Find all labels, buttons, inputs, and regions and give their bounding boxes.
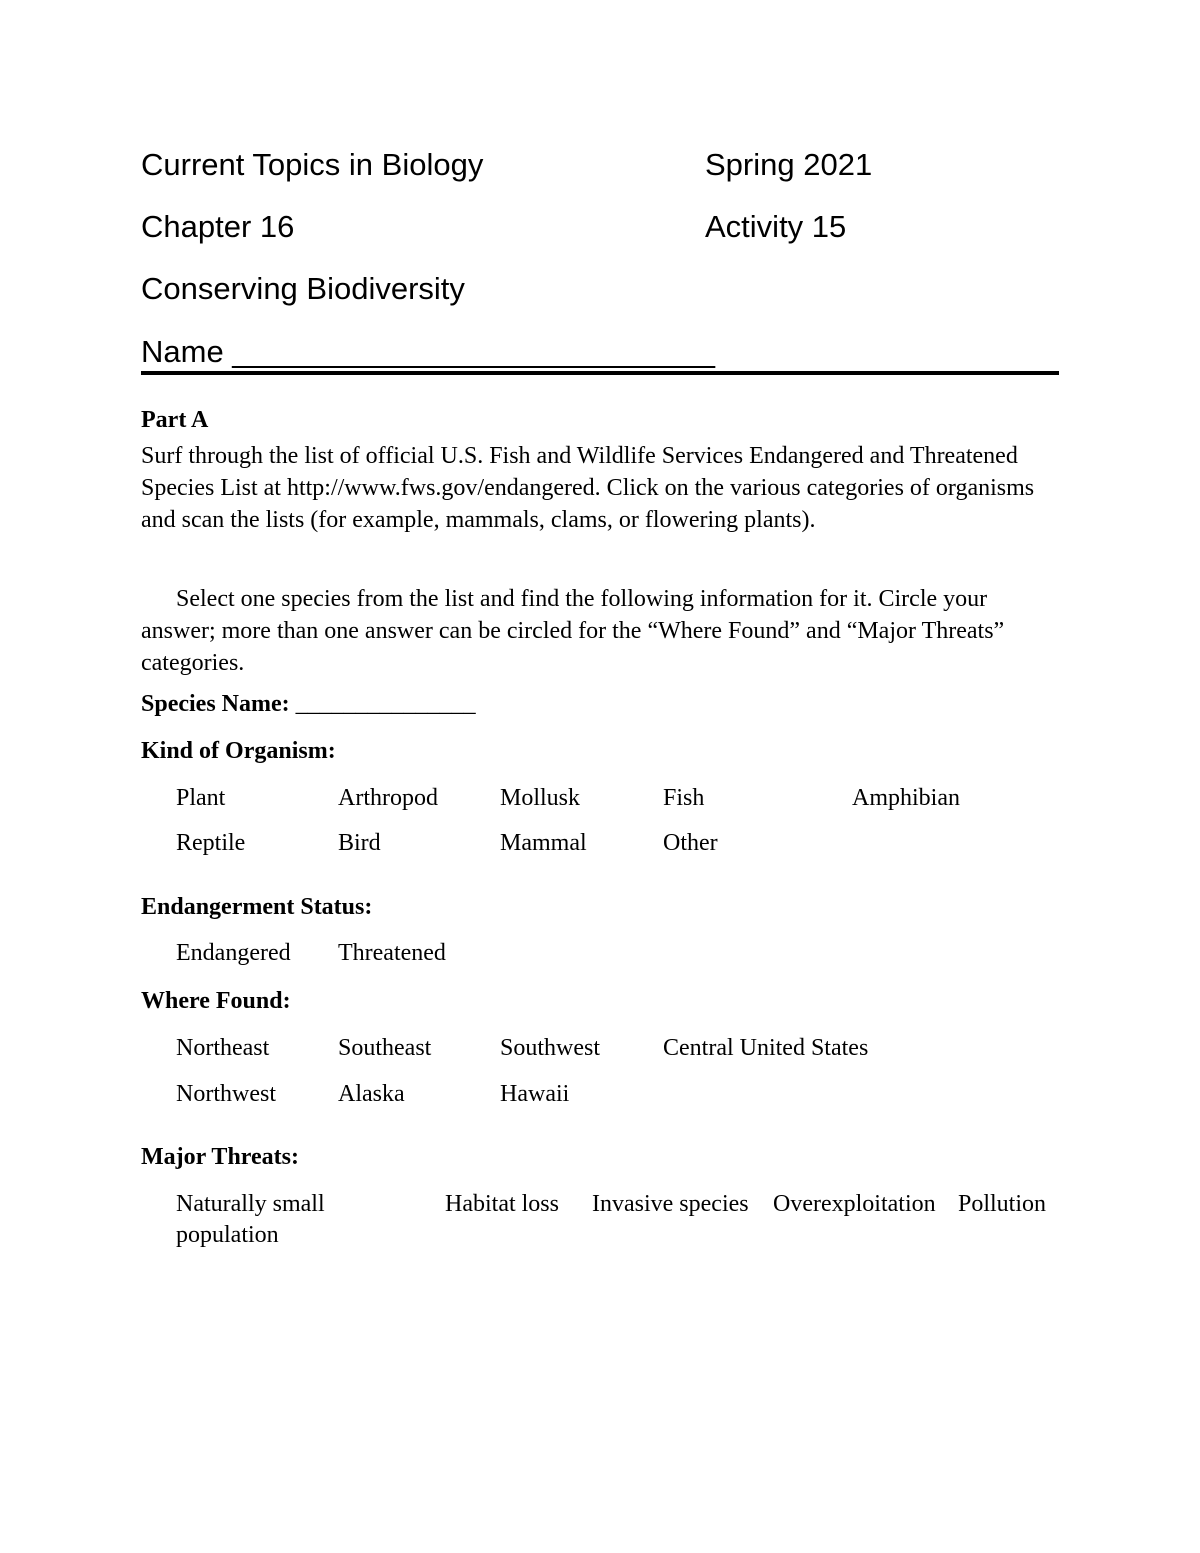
region-option[interactable]: Northwest [176, 1081, 276, 1107]
region-option[interactable]: Southwest [500, 1035, 601, 1061]
status-option[interactable]: Threatened [338, 940, 446, 966]
term: Spring 2021 [705, 147, 873, 182]
major-threats-label: Major Threats: [141, 1144, 299, 1170]
threat-option-line: Naturally small [176, 1191, 325, 1217]
organism-option[interactable]: Amphibian [852, 785, 960, 811]
threat-option[interactable] [176, 1189, 325, 1251]
species-name-label: Species Name: [141, 691, 290, 717]
part-a-heading: Part A [141, 407, 209, 433]
organism-option[interactable]: Other [663, 830, 718, 856]
threat-option-line: population [176, 1222, 279, 1249]
header-divider [141, 371, 1059, 375]
region-option[interactable]: Northeast [176, 1035, 270, 1061]
organism-option[interactable]: Mammal [500, 830, 587, 856]
organism-option[interactable]: Arthropod [338, 785, 438, 811]
status-option[interactable]: Endangered [176, 940, 291, 966]
threat-option[interactable]: Pollution [958, 1191, 1047, 1217]
activity-label: Activity 15 [705, 209, 847, 244]
chapter-label: Chapter 16 [141, 209, 295, 244]
organism-option[interactable]: Plant [176, 785, 226, 811]
organism-option[interactable]: Reptile [176, 830, 246, 856]
endangerment-status-label: Endangerment Status: [141, 894, 373, 920]
species-name-row [141, 689, 476, 720]
name-field[interactable]: Name ____________________________ [141, 334, 716, 369]
part-a-intro: Surf through the list of official U.S. Fish and Wildlife Services Endangered and Threatened Species List at http://www.fws.gov/endangered. Click on the various categories of organisms and scan the lists (for example, mammals, clams, or flowering plants). [141, 443, 1035, 533]
species-name-blank[interactable]: _______________ [295, 691, 476, 717]
course-title: Current Topics in Biology [141, 147, 484, 182]
where-found-label: Where Found: [141, 988, 291, 1014]
threat-option[interactable]: Overexploitation [773, 1191, 936, 1217]
region-option[interactable]: Hawaii [500, 1081, 570, 1107]
region-option[interactable]: Alaska [338, 1081, 405, 1107]
kind-of-organism-label: Kind of Organism: [141, 738, 336, 764]
threat-option[interactable]: Habitat loss [445, 1191, 559, 1217]
topic-title: Conserving Biodiversity [141, 271, 465, 306]
organism-option[interactable]: Fish [663, 785, 705, 811]
region-option[interactable]: Central United States [663, 1035, 869, 1061]
organism-option[interactable]: Bird [338, 830, 381, 856]
region-option[interactable]: Southeast [338, 1035, 432, 1061]
organism-option[interactable]: Mollusk [500, 785, 581, 811]
part-a-instructions: Select one species from the list and find the following information for it. Circle your answer; more than one answer can be circled for the “Where Found” and “Major Threats” categories. [141, 586, 1005, 676]
threat-option[interactable]: Invasive species [592, 1191, 749, 1217]
